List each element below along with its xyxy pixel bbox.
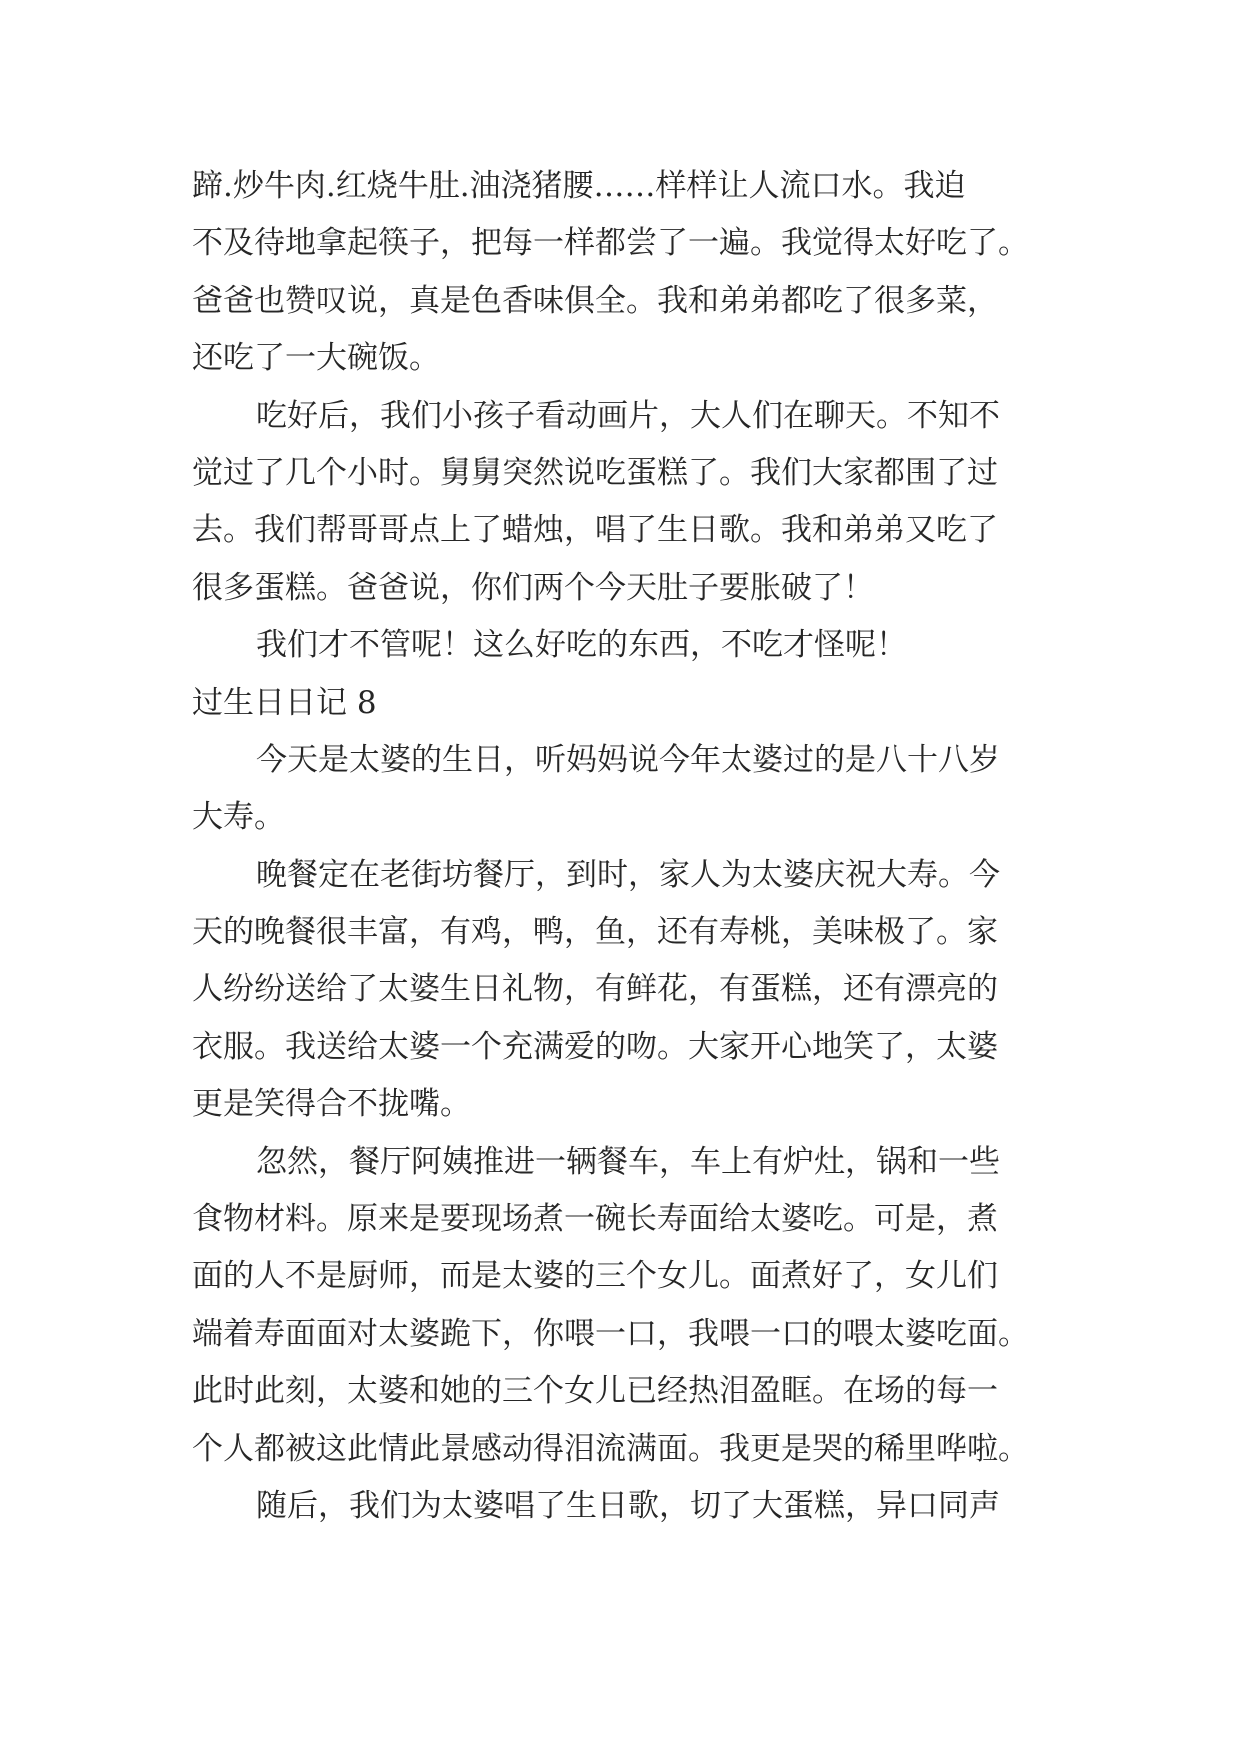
paragraph-first-line: 我们才不管呢！这么好吃的东西，不吃才怪呢！ <box>256 627 907 664</box>
text-line: 人纷纷送给了太婆生日礼物，有鲜花，有蛋糕，还有漂亮的 <box>192 971 998 1008</box>
text-line: 大寿。 <box>192 799 285 836</box>
text-line: 更是笑得合不拢嘴。 <box>192 1086 471 1123</box>
text-line: 衣服。我送给太婆一个充满爱的吻。大家开心地笑了，太婆 <box>192 1028 998 1065</box>
text-line: 面的人不是厨师，而是太婆的三个女儿。面煮好了，女儿们 <box>192 1258 998 1295</box>
paragraph-first-line: 吃好后，我们小孩子看动画片，大人们在聊天。不知不 <box>256 397 1000 434</box>
section-heading: 过生日日记 8 <box>192 684 377 721</box>
text-line: 食物材料。原来是要现场煮一碗长寿面给太婆吃。可是，煮 <box>192 1201 998 1238</box>
text-line: 觉过了几个小时。舅舅突然说吃蛋糕了。我们大家都围了过 <box>192 454 998 491</box>
text-line: 去。我们帮哥哥点上了蜡烛，唱了生日歌。我和弟弟又吃了 <box>192 512 998 549</box>
text-line: 爸爸也赞叹说，真是色香味俱全。我和弟弟都吃了很多菜， <box>192 282 998 319</box>
text-line: 端着寿面面对太婆跪下，你喂一口，我喂一口的喂太婆吃面。 <box>192 1315 1029 1352</box>
paragraph-first-line: 晚餐定在老街坊餐厅，到时，家人为太婆庆祝大寿。今 <box>256 856 1000 893</box>
text-line: 不及待地拿起筷子，把每一样都尝了一遍。我觉得太好吃了。 <box>192 225 1029 262</box>
text-line: 个人都被这此情此景感动得泪流满面。我更是哭的稀里哗啦。 <box>192 1430 1029 1467</box>
paragraph-first-line: 今天是太婆的生日，听妈妈说今年太婆过的是八十八岁 <box>256 741 1000 778</box>
paragraph-first-line: 忽然，餐厅阿姨推进一辆餐车，车上有炉灶，锅和一些 <box>256 1143 1000 1180</box>
document-body <box>192 158 1072 1535</box>
text-line: 蹄.炒牛肉.红烧牛肚.油浇猪腰……样样让人流口水。我迫 <box>192 168 966 204</box>
paragraph-first-line: 随后，我们为太婆唱了生日歌，切了大蛋糕，异口同声 <box>256 1487 1000 1524</box>
text-line: 此时此刻，太婆和她的三个女儿已经热泪盈眶。在场的每一 <box>192 1373 998 1410</box>
text-line: 很多蛋糕。爸爸说，你们两个今天肚子要胀破了！ <box>192 569 874 606</box>
text-line: 天的晚餐很丰富，有鸡，鸭，鱼，还有寿桃，美味极了。家 <box>192 914 998 951</box>
text-line: 还吃了一大碗饭。 <box>192 340 440 377</box>
